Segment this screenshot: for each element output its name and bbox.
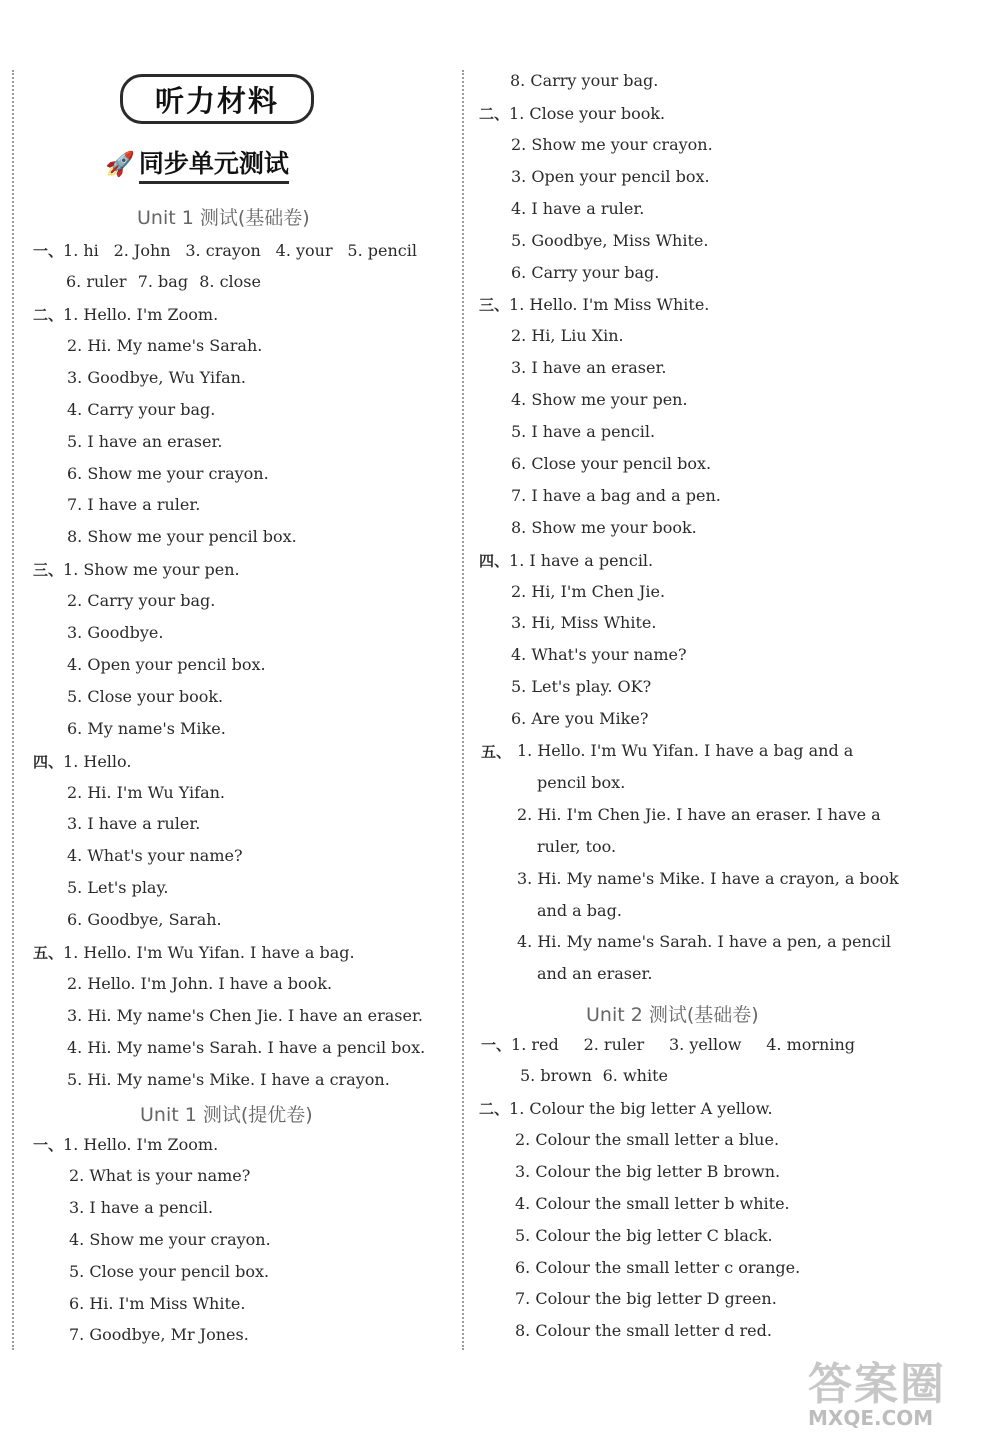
word-answer: 1. red (511, 1035, 559, 1054)
column-divider-dotted-line (462, 70, 464, 1350)
section-title-text: 同步单元测试 (139, 144, 289, 184)
list-item (520, 1066, 668, 1085)
section-number: 四、 (479, 551, 510, 570)
list-item: 6. Are you Mike? (511, 709, 649, 729)
list-item: 8. Colour the small letter d red. (515, 1321, 772, 1341)
list-item: 3. I have a ruler. (67, 814, 201, 834)
list-item: 3. I have a pencil. (69, 1197, 214, 1217)
word-row (63, 241, 417, 260)
list-item: 7. Colour the big letter D green. (515, 1289, 777, 1309)
list-item: 5. Let's play. OK? (511, 677, 652, 697)
list-item: 3. Hi, Miss White. (511, 613, 657, 633)
unit-heading: Unit 2 测试(基础卷) (586, 1004, 759, 1026)
section-number: 一、 (33, 1136, 64, 1154)
word-answer: 3. crayon (185, 241, 261, 260)
list-item: 2. Hi, I'm Chen Jie. (511, 581, 666, 601)
word-answer: 2. John (113, 241, 171, 260)
rocket-icon: 🚀 (105, 150, 135, 178)
list-item: 5. I have an eraser. (67, 431, 223, 451)
list-item (33, 304, 218, 325)
word-answer: 7. bag (137, 272, 189, 291)
section-number-line (481, 741, 511, 762)
list-item: 5. I have a pencil. (511, 422, 656, 441)
item-text: 1. Hello. I'm Wu Yifan. I have a bag. (63, 943, 355, 962)
section-number: 四、 (33, 752, 64, 771)
list-item: 8. Carry your bag. (510, 71, 659, 90)
list-item: 4. Hi. My name's Sarah. I have a pencil box. (67, 1037, 426, 1057)
section-number: 一、 (33, 242, 64, 260)
item-text: 1. Colour the big letter A yellow. (509, 1099, 773, 1118)
list-item: 6. Goodbye, Sarah. (67, 910, 222, 930)
list-item: 2. Carry your bag. (67, 591, 216, 611)
watermark (808, 1348, 998, 1438)
list-item: 2. What is your name? (69, 1165, 251, 1185)
watermark-logo-text: 答案圈 (808, 1359, 946, 1410)
list-item: 3. I have an eraser. (511, 358, 667, 378)
item-text: 1. Hello. I'm Miss White. (509, 295, 710, 315)
list-item (33, 559, 240, 580)
list-item: 6. Colour the small letter c orange. (515, 1257, 801, 1277)
list-item-line1: 4. Hi. My name's Sarah. I have a pen, a pencil (517, 932, 891, 952)
word-answer: 4. morning (766, 1035, 856, 1054)
word-answer: 6. white (602, 1066, 668, 1085)
item-text: 1. I have a pencil. (509, 550, 654, 570)
list-item: 2. Hi. My name's Sarah. (67, 335, 263, 355)
list-item: 5. Let's play. (67, 878, 169, 898)
list-item-line2: ruler, too. (537, 836, 617, 856)
list-item (66, 272, 261, 291)
list-item (479, 294, 709, 315)
list-item: 2. Show me your crayon. (511, 134, 713, 154)
list-item: 3. Hi. My name's Chen Jie. I have an eraser. (67, 1005, 423, 1025)
list-item (33, 240, 423, 261)
item-text: 1. Hello. I'm Zoom. (63, 305, 219, 324)
list-item: 4. Show me your pen. (511, 390, 688, 410)
list-item: 5. Close your pencil box. (69, 1261, 270, 1281)
list-item: 2. Colour the small letter a blue. (515, 1129, 780, 1149)
list-item: 6. Carry your bag. (511, 262, 660, 282)
word-row (520, 1066, 668, 1085)
list-item: 3. Open your pencil box. (511, 166, 710, 186)
list-item (479, 550, 653, 571)
watermark-url: MXQE.COM (808, 1406, 934, 1430)
word-answer: 6. ruler (66, 272, 127, 291)
section-number: 三、 (33, 561, 64, 580)
list-item-line1: 3. Hi. My name's Mike. I have a crayon, a book (517, 868, 899, 888)
list-item-line1: 2. Hi. I'm Chen Jie. I have an eraser. I have a (517, 804, 881, 824)
list-item: 5. Hi. My name's Mike. I have a crayon. (67, 1069, 390, 1089)
list-item: 5. Goodbye, Miss White. (511, 230, 709, 250)
list-item: 6. Close your pencil box. (511, 453, 712, 473)
list-item: 6. Hi. I'm Miss White. (69, 1293, 246, 1313)
list-item-line1: 1. Hello. I'm Wu Yifan. I have a bag and a (517, 741, 854, 760)
list-item: 8. Show me your book. (511, 517, 697, 537)
word-answer: 5. brown (520, 1066, 592, 1085)
word-answer: 1. hi (63, 241, 99, 260)
page-title-box (120, 74, 314, 124)
item-text: 1. Hello. I'm Zoom. (63, 1135, 219, 1154)
list-item: 4. What's your name? (511, 645, 687, 665)
list-item (479, 1098, 773, 1119)
list-item: 7. I have a ruler. (67, 495, 201, 515)
list-item: 5. Close your book. (67, 686, 224, 706)
unit-heading: Unit 1 测试(基础卷) (137, 207, 310, 229)
list-item-line2: pencil box. (537, 772, 626, 792)
word-answer: 3. yellow (668, 1035, 742, 1054)
section-number: 二、 (33, 306, 64, 324)
section-number: 二、 (479, 1100, 510, 1118)
section-number: 五、 (481, 743, 512, 761)
unit-heading: Unit 1 测试(提优卷) (140, 1104, 313, 1126)
section-number: 三、 (479, 296, 510, 315)
section-number: 一、 (481, 1036, 512, 1054)
list-item: 3. Colour the big letter B brown. (515, 1161, 781, 1181)
page-title: 听力材料 (154, 83, 279, 118)
list-item: 5. Colour the big letter C black. (515, 1225, 773, 1245)
list-item-line2: and an eraser. (537, 964, 653, 984)
list-item: 4. I have a ruler. (511, 198, 645, 218)
list-item: 3. Goodbye. (67, 623, 164, 642)
list-item-line2: and a bag. (537, 900, 622, 920)
list-item: 6. My name's Mike. (67, 718, 226, 738)
list-item (33, 942, 355, 963)
word-answer: 5. pencil (347, 241, 417, 260)
word-answer: 2. ruler (583, 1035, 645, 1054)
list-item: 2. Hi. I'm Wu Yifan. (67, 782, 226, 802)
list-item: 4. Carry your bag. (67, 399, 216, 419)
left-margin-dotted-line (12, 70, 14, 1350)
word-row (511, 1035, 855, 1054)
list-item: 6. Show me your crayon. (67, 463, 269, 483)
word-answer: 4. your (275, 241, 333, 260)
word-row (66, 272, 261, 291)
word-answer: 8. close (199, 272, 261, 291)
list-item: 8. Show me your pencil box. (67, 527, 297, 547)
list-item: 7. I have a bag and a pen. (511, 485, 721, 505)
section-number: 五、 (33, 944, 64, 962)
list-item (481, 1034, 861, 1055)
list-item (479, 103, 665, 124)
list-item: 3. Goodbye, Wu Yifan. (67, 367, 246, 387)
list-item: 7. Goodbye, Mr Jones. (69, 1325, 249, 1345)
item-text: 1. Show me your pen. (63, 560, 240, 580)
item-text: 1. Close your book. (509, 104, 666, 123)
list-item: 2. Hi, Liu Xin. (511, 326, 624, 346)
list-item: 4. Show me your crayon. (69, 1229, 271, 1249)
list-item: 4. What's your name? (67, 846, 243, 866)
section-number: 二、 (479, 105, 510, 123)
section-title (105, 146, 289, 182)
list-item (33, 1134, 218, 1155)
list-item: 2. Hello. I'm John. I have a book. (67, 973, 333, 993)
list-item: 4. Open your pencil box. (67, 654, 266, 674)
item-text: 1. Hello. (63, 751, 132, 771)
list-item (33, 751, 131, 772)
list-item: 4. Colour the small letter b white. (515, 1193, 790, 1213)
